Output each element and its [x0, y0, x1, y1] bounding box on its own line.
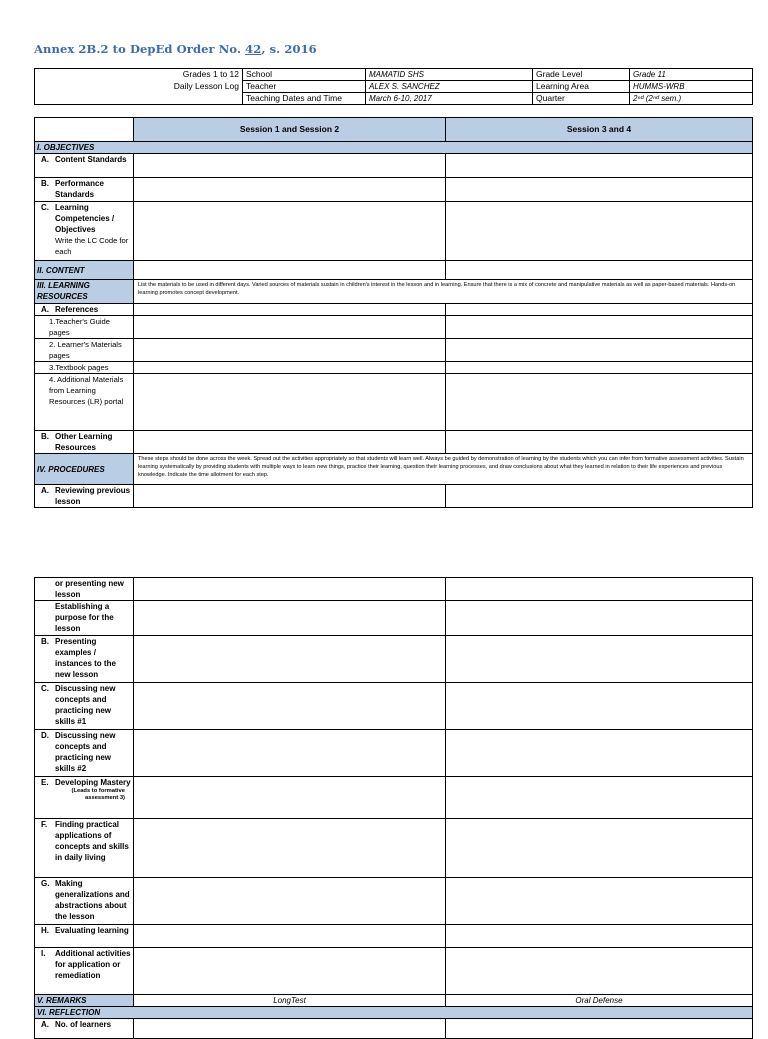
- quarter-value: 2ⁿᵈ (2ⁿᵈ sem.): [630, 93, 753, 105]
- cell[interactable]: [446, 154, 753, 178]
- cell[interactable]: [134, 948, 446, 995]
- cell[interactable]: [446, 431, 753, 454]
- cell[interactable]: [134, 819, 446, 878]
- cell[interactable]: [134, 316, 446, 339]
- textbook-pages-label: 3.Textbook pages: [35, 362, 134, 374]
- cell[interactable]: [134, 601, 446, 636]
- grade-level-label: Grade Level: [533, 69, 630, 81]
- daily-lesson-log-label: Daily Lesson Log: [173, 80, 239, 91]
- content-standards-label: Content Standards: [55, 155, 127, 164]
- annex-title: Annex 2B.2 to DepEd Order No. 42, s. 2016: [34, 42, 317, 56]
- learning-area-label: Learning Area: [533, 81, 630, 93]
- cell[interactable]: [134, 730, 446, 777]
- cell[interactable]: [134, 431, 446, 454]
- cell[interactable]: [446, 925, 753, 948]
- performance-standards-label: Performance Standards: [55, 179, 104, 199]
- school-label: School: [243, 69, 366, 81]
- cell[interactable]: [446, 601, 753, 636]
- cell[interactable]: [446, 730, 753, 777]
- discussing-2-label: Discussing new concepts and practicing new skills #2: [55, 731, 116, 773]
- section-reflection: VI. REFLECTION: [35, 1007, 753, 1019]
- cell[interactable]: [446, 948, 753, 995]
- additional-materials-label: 4. Additional Materials from Learning Resources (LR) portal: [35, 374, 134, 431]
- cell[interactable]: [446, 339, 753, 362]
- cell[interactable]: [446, 316, 753, 339]
- establishing-purpose-label: Establishing a purpose for the lesson: [55, 602, 114, 633]
- cell[interactable]: [446, 683, 753, 730]
- section-learning-resources: III. LEARNING RESOURCES: [35, 280, 134, 304]
- remark-session-3-4[interactable]: Oral Defense: [446, 995, 753, 1007]
- cell[interactable]: [134, 261, 446, 280]
- cell[interactable]: [134, 304, 446, 316]
- cell[interactable]: [134, 202, 446, 261]
- cell[interactable]: [134, 925, 446, 948]
- cell[interactable]: [446, 178, 753, 202]
- learning-competencies-label: Learning Competencies / Objectives: [55, 203, 115, 234]
- teachers-guide-label: 1.Teacher's Guide pages: [35, 316, 134, 339]
- cell[interactable]: [134, 154, 446, 178]
- developing-mastery-label: Developing Mastery: [55, 778, 131, 787]
- presenting-examples-label: Presenting examples / instances to the new lesson: [55, 637, 116, 679]
- grades-label: Grades 1 to 12: [182, 69, 239, 79]
- reviewing-label: Reviewing previous lesson: [55, 486, 131, 506]
- quarter-label: Quarter: [533, 93, 630, 105]
- cell[interactable]: [446, 578, 753, 601]
- school-value: MAMATID SHS: [366, 69, 533, 81]
- section-remarks: V. REMARKS: [35, 995, 134, 1007]
- cell[interactable]: [446, 374, 753, 431]
- cell[interactable]: [446, 1019, 753, 1039]
- column-header-session-1-2: Session 1 and Session 2: [134, 118, 446, 142]
- section-objectives: I. OBJECTIVES: [35, 142, 753, 154]
- lesson-table-page-1: Session 1 and Session 2 Session 3 and 4 I. OBJECTIVES A. Content Standards B. Performance Standards C. Learning Competencies / Objectives Write the LC Code for each II. CONTENT III. LEARNING RESOURCES List the materials to be used in different days. Varied sources of materials sustain in children's interest in the lesson and in learning. Ensure that there is a mix of concrete and manipulative materials as well as paper-based materials. Hands-on learning promotes concept development. A. References 1.Teacher's Guide pages 2. Learner's Materials pages 3.Textbook pages 4. Additional Materials from Learning Resources (LR) portal B. Other Learning Resources IV. PROCEDURES These steps should be done across the week. Spread out the activities appropriately so that students will learn well. Always be guided by demonstration of learning by the students which you can infer from formative assessment activities. Sustain learning systematically by providing students with multiple ways to learn new things, practice their learning, question their learning processes, and draw conclusions about what they learned in relation to their life experiences and previous knowledge. Indicate the time allotment for each step. A. Reviewing previous lesson: [34, 117, 753, 508]
- column-header-session-3-4: Session 3 and 4: [446, 118, 753, 142]
- other-resources-label: Other Learning Resources: [55, 432, 113, 452]
- evaluating-learning-label: Evaluating learning: [55, 926, 129, 935]
- cell[interactable]: [134, 636, 446, 683]
- lc-code-note: Write the LC Code for each: [55, 236, 129, 256]
- dates-value: March 6-10, 2017: [366, 93, 533, 105]
- cell[interactable]: [134, 683, 446, 730]
- cell[interactable]: [446, 878, 753, 925]
- generalizations-label: Making generalizations and abstractions about the lesson: [55, 879, 130, 921]
- cell[interactable]: [134, 178, 446, 202]
- formative-assessment-note: (Leads to formative assessment 3): [71, 788, 125, 801]
- cell[interactable]: [134, 1019, 446, 1039]
- discussing-1-label: Discussing new concepts and practicing new skills #1: [55, 684, 116, 726]
- cell[interactable]: [446, 636, 753, 683]
- cell[interactable]: [446, 202, 753, 261]
- cell[interactable]: [134, 878, 446, 925]
- cell[interactable]: [446, 304, 753, 316]
- dates-label: Teaching Dates and Time: [243, 93, 366, 105]
- cell[interactable]: [134, 777, 446, 819]
- cell[interactable]: [446, 777, 753, 819]
- learners-materials-label: 2. Learner's Materials pages: [35, 339, 134, 362]
- grade-level-value: Grade 11: [630, 69, 753, 81]
- practical-applications-label: Finding practical applications of concepts and skills in daily living: [55, 820, 129, 862]
- presenting-new-lesson-label: or presenting new lesson: [55, 579, 124, 599]
- cell[interactable]: [446, 485, 753, 508]
- teacher-label: Teacher: [243, 81, 366, 93]
- section-content: II. CONTENT: [35, 261, 134, 280]
- no-of-learners-label: No. of learners: [55, 1020, 112, 1029]
- cell[interactable]: [134, 362, 446, 374]
- lesson-table-page-2: or presenting new lesson Establishing a purpose for the lesson B. Presenting examples / instances to the new lesson C. Discussing new concepts and practicing new skills #1 D. Discussing new concepts and practicing new skills #2 E. Developing Mastery (Leads to formative assessment 3) F. Finding practical applications of concepts and skills in daily living G. Making generalizations and abstractions about the lesson H. Evaluating learning I. Additional activities for application or remediation V. REMARKS LongTest Oral Defense VI. REFLECTION A. No. of learners: [34, 577, 753, 1039]
- cell[interactable]: [446, 261, 753, 280]
- procedures-note: These steps should be done across the week. Spread out the activities appropriately so that students will learn well. Always be guided by demonstration of learning by the students which you can infer from formative assessment activities. Sustain learning systematically by providing students with multiple ways to learn new things, practice their learning, question their learning processes, and draw conclusions about what they learned in relation to their life experiences and previous knowledge. Indicate the time allotment for each step.: [134, 454, 753, 485]
- learning-resources-note: List the materials to be used in different days. Varied sources of materials sustain in children's interest in the lesson and in learning. Ensure that there is a mix of concrete and manipulative materials as well as paper-based materials. Hands-on learning promotes concept development.: [134, 280, 753, 304]
- cell[interactable]: [446, 362, 753, 374]
- additional-activities-label: Additional activities for application or remediation: [55, 949, 131, 980]
- cell[interactable]: [134, 374, 446, 431]
- section-procedures: IV. PROCEDURES: [35, 454, 134, 485]
- cell[interactable]: [134, 339, 446, 362]
- cell[interactable]: [134, 578, 446, 601]
- remark-session-1-2[interactable]: LongTest: [134, 995, 446, 1007]
- references-label: References: [55, 305, 99, 314]
- teacher-value: ALEX S. SANCHEZ: [366, 81, 533, 93]
- cell[interactable]: [134, 485, 446, 508]
- learning-area-value: HUMMS-WRB: [630, 81, 753, 93]
- header-table: [34, 68, 753, 105]
- cell[interactable]: [446, 819, 753, 878]
